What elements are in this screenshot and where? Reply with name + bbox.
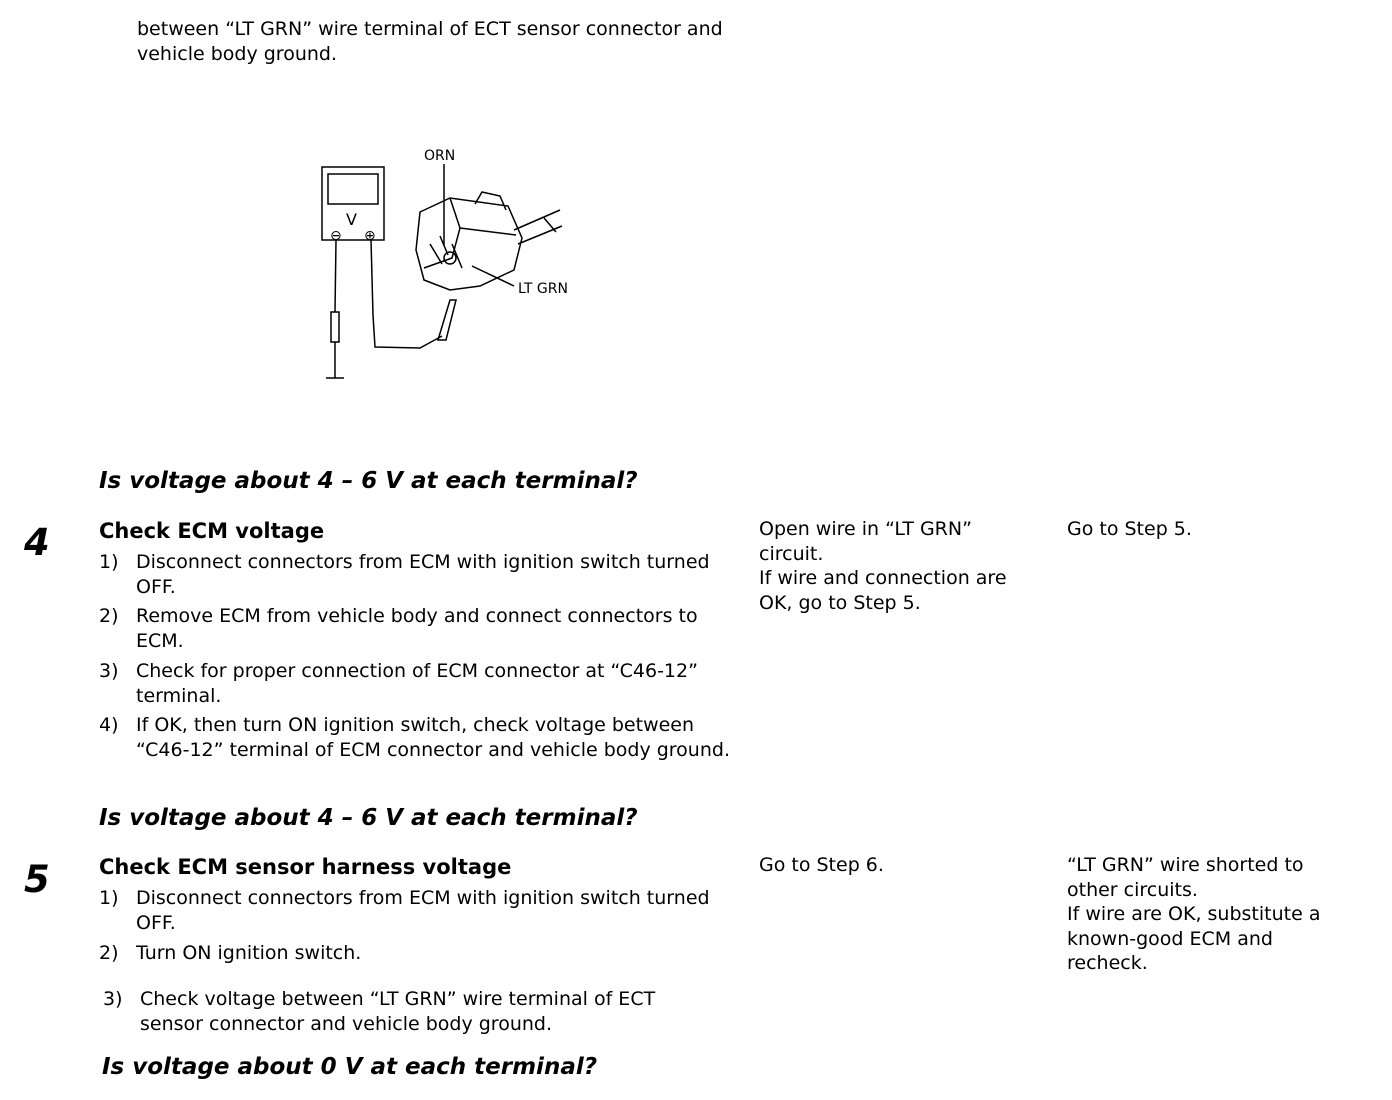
item-text: Disconnect connectors from ECM with ignition switch turned OFF.: [136, 887, 710, 934]
step3-question: Is voltage about 4 – 6 V at each terminal?: [99, 468, 638, 494]
step4-item-1: [99, 550, 749, 599]
item-text: Turn ON ignition switch.: [136, 942, 362, 964]
meter-plus-symbol: ⊕: [364, 228, 376, 244]
meter-v-symbol: V: [346, 210, 357, 229]
diagram-svg: [300, 140, 600, 390]
no-line: known-good ECM and: [1067, 927, 1273, 950]
item-number: 4): [99, 714, 119, 736]
yes-line: Open wire in “LT GRN”: [759, 518, 972, 540]
step4-yes-result: [759, 517, 1049, 615]
voltmeter-display: [328, 174, 378, 204]
step5-no-result: [1067, 853, 1357, 976]
item-number: 3): [99, 660, 119, 682]
step5-item-1: [99, 886, 749, 935]
item-number: 3): [103, 988, 123, 1010]
step5-question: Is voltage about 0 V at each terminal?: [102, 1054, 598, 1080]
item-text: Check for proper connection of ECM connector at “C46-12” terminal.: [136, 660, 698, 707]
step4-title: Check ECM voltage: [99, 519, 325, 543]
back-probe: [438, 300, 456, 340]
step4-number: 4: [24, 521, 50, 564]
yes-line: circuit.: [759, 542, 824, 565]
item-number: 2): [99, 942, 119, 964]
step5-title: Check ECM sensor harness voltage: [99, 855, 512, 879]
step4-no-result: Go to Step 5.: [1067, 518, 1192, 540]
label-orn: ORN: [424, 148, 456, 164]
label-lt-grn: LT GRN: [518, 281, 568, 297]
no-line: other circuits.: [1067, 878, 1198, 901]
step4-item-4: [99, 713, 749, 762]
item-text: Check voltage between “LT GRN” wire terminal of ECT sensor connector and vehicle body ground.: [140, 988, 656, 1035]
step4-item-2: [99, 604, 749, 653]
intro-text: between “LT GRN” wire terminal of ECT sensor connector and vehicle body ground.: [137, 18, 723, 65]
step4-question: Is voltage about 4 – 6 V at each terminal?: [99, 805, 638, 831]
item-number: 1): [99, 887, 119, 909]
meter-minus-symbol: ⊖: [330, 228, 342, 244]
item-text: Disconnect connectors from ECM with ignition switch turned OFF.: [136, 551, 710, 598]
lt-grn-leader: [472, 266, 514, 286]
step5-yes-result: Go to Step 6.: [759, 854, 884, 876]
connector-housing: [416, 198, 522, 290]
step5-item-2: [99, 941, 749, 966]
no-line: “LT GRN” wire shorted to: [1067, 854, 1304, 876]
positive-lead: [371, 240, 442, 348]
step5-item-3: [103, 987, 703, 1036]
step5-number: 5: [24, 858, 50, 901]
voltage-check-diagram: [300, 140, 600, 390]
yes-line: OK, go to Step 5.: [759, 591, 921, 614]
negative-lead: [335, 240, 336, 312]
no-line: recheck.: [1067, 952, 1148, 974]
step4-item-3: [99, 659, 749, 708]
no-line: If wire are OK, substitute a: [1067, 903, 1321, 925]
ground-probe: [331, 312, 339, 342]
item-text: Remove ECM from vehicle body and connect connectors to ECM.: [136, 605, 698, 652]
item-number: 2): [99, 605, 119, 627]
item-number: 1): [99, 551, 119, 573]
item-text: If OK, then turn ON ignition switch, check voltage between “C46-12” terminal of ECM connector and vehicle body ground.: [136, 714, 730, 761]
yes-line: If wire and connection are: [759, 567, 1007, 589]
